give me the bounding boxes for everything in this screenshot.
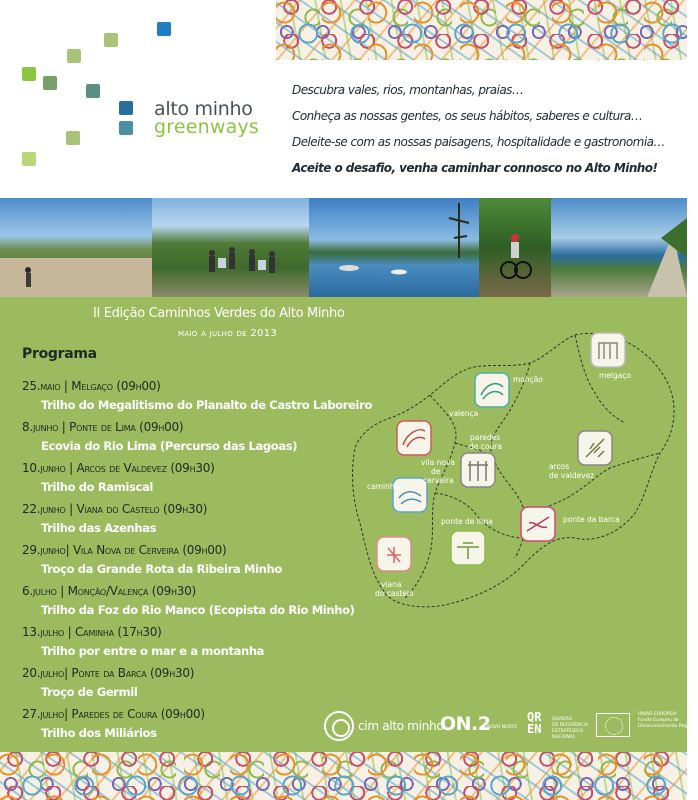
event-title: II Edição Caminhos Verdes do Alto Minho [93,306,345,321]
program-date: 22.junho | Viana do Castelo (09h30) [22,502,208,516]
brand-subname: greenways [154,116,260,138]
program-trail: Trilho das Azenhas [41,521,157,535]
qren-logo-subtitle: QUADRO DE REFERÊNCIA ESTRATÉGICO NACIONAL [552,717,589,740]
photo-group-hiking [152,198,309,297]
program-item [22,420,297,453]
tagline-call-to-action: Aceite o desafio, venha caminhar connosco no Alto Minho! [292,161,658,175]
program-item [22,502,207,535]
program-trail: Trilho dos Miliários [41,726,157,740]
logo-squares [0,0,200,180]
tagline: Conheça as nossas gentes, os seus hábitos, saberes e cultura… [292,109,643,123]
map-label-valenca: valença [449,409,479,418]
brand-name: alto minho [154,98,253,120]
logo-square [22,67,36,81]
program-item [22,707,205,740]
cim-logo-text: cim alto minho [358,719,444,733]
map-label-ponte-de-lima: ponte de lima [441,517,493,526]
program-date: 13.julho | Caminha (17h30) [22,625,162,639]
program-trail: Trilho da Foz do Rio Manco (Ecopista do Rio Minho) [41,603,355,617]
program-item [22,543,282,576]
partner-logos [320,709,698,745]
tagline: Descubra vales, rios, montanhas, praias… [292,83,524,97]
program-date: 25.maio | Melgaço (09h00) [22,379,161,393]
logo-square [66,131,80,145]
program-item [22,461,215,494]
on2-logo: ON.2 [440,713,491,735]
vila-nova-cerveira-icon [397,421,431,455]
map-label-de-valdevez: de valdevez [549,471,595,480]
logo-square [67,49,81,63]
program-date: 29.junho| Vila Nova de Cerveira (09h00) [22,543,227,557]
moncao-icon [475,373,509,407]
program-date: 8.junho | Ponte de Lima (09h00) [22,420,184,434]
program-date: 6.julho | Monção/Valença (09h30) [22,584,196,598]
program-trail: Trilho do Megalitismo do Planalto de Castro Laboreiro [41,398,373,412]
photo-cyclists [479,198,551,297]
program-date: 27.julho| Paredes de Coura (09h00) [22,707,205,721]
map-label-ponte-da-barca: ponte da barca [563,515,620,524]
program-date: 20.julho| Ponte da Barca (09h30) [22,666,195,680]
program-trail: Trilho do Ramiscal [41,480,153,494]
program-trail: Ecovia do Rio Lima (Percurso das Lagoas) [41,439,298,453]
melgaco-icon [591,333,625,367]
logo-square [104,33,118,47]
cim-logo-icon [324,711,354,741]
photo-river-boats [309,198,479,297]
map-label-de-coura: de coura [469,442,502,451]
logo-square [22,152,36,166]
program-item [22,379,372,412]
program-panel [0,297,698,752]
photo-greenway-path [551,198,687,297]
logo-square [119,121,133,135]
on2-logo-subtitle: O NOVO NORTE [482,725,518,730]
program-item [22,584,355,617]
program-trail: Troço de Germil [41,685,138,699]
map-label-de: de [431,467,441,476]
photo-coast-hikers [0,198,152,297]
map-label-moncao: monção [513,375,543,384]
tagline: Deleite-se com as nossas paisagens, hospitalidade e gastronomia… [292,135,665,149]
decorative-pattern-top [276,0,687,60]
brand-logo [154,100,259,136]
map-label-vila-nova: vila nova [421,458,455,467]
qren-logo: QR EN [527,710,542,736]
map-label-cerveira: cerveira [423,476,454,485]
map-label-arcos: arcos [549,462,570,471]
program-item [22,625,264,658]
map-label-viana: viana [381,580,402,589]
logo-square [86,84,100,98]
region-map [345,323,685,613]
logo-square [43,76,57,90]
eu-logo-text: UNIÃO EUROPEIA Fundo Europeu de Desenvolvimento Regional [638,712,698,729]
logo-square [119,101,133,115]
photo-strip [0,198,687,297]
decorative-pattern-bottom [0,752,687,800]
program-trail: Troço da Grande Rota da Ribeira Minho [41,562,282,576]
program-date: 10.junho | Arcos de Valdevez (09h30) [22,461,215,475]
map-label-do-castelo: do castelo [375,589,414,598]
ponte-de-lima-icon [451,531,485,565]
viana-do-castelo-icon [377,537,411,571]
ponte-da-barca-icon [521,507,555,541]
program-heading: Programa [22,346,97,362]
program-trail: Trilho por entre o mar e a montanha [41,644,265,658]
arcos-de-valdevez-icon [578,431,612,465]
map-label-paredes: paredes [470,433,501,442]
map-label-melgaco: melgaço [599,371,632,380]
eu-flag-icon [596,713,630,737]
event-dates: maio a julho de 2013 [178,328,278,339]
header [0,0,687,198]
logo-square [157,22,171,36]
paredes-de-coura-icon [461,453,495,487]
map-label-caminha: caminha [367,482,400,491]
program-item [22,666,194,699]
